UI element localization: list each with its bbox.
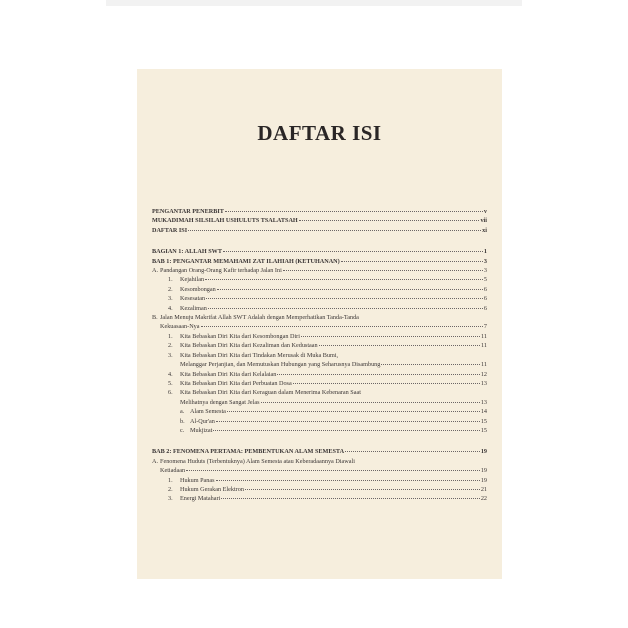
page-title: DAFTAR ISI [257,121,382,145]
toc-entry-bagian-1 [152,247,487,256]
entry-label: Energi Matahari [180,495,221,503]
table-of-contents [152,207,487,504]
toc-entry-bab2-a-line1 [152,457,487,466]
entry-prefix: 6. [168,389,173,397]
entry-label: Kesesatan [180,295,206,303]
toc-entry-bab-1 [152,257,487,266]
entry-label: Mukjizat [190,426,213,434]
toc-entry-kesombongan [152,285,487,294]
top-strip [106,0,522,6]
entry-label: BAB 2: FENOMENA PERTAMA: PEMBENTUKAN ALAM SEMESTA [152,448,345,456]
toc-entry-alam-semesta [152,407,487,416]
entry-page: 6 [483,295,487,303]
entry-label: Kita Bebaskan Diri Kita dari Kesombongan Diri [180,332,300,340]
entry-prefix: A. [152,267,159,275]
toc-entry-section-a [152,266,487,275]
toc-entry-b6-line2 [152,398,487,407]
toc-entry-pengantar-penerbit [152,207,487,216]
entry-page: vii [480,217,487,225]
entry-label: Melanggar Perjanjian, dan Memutuskan Hubungan yang Seharusnya Disambung [180,361,381,369]
entry-page: 3 [483,257,487,265]
entry-label: Kita Bebaskan Diri Kita dari Kelalaian [180,370,277,378]
entry-prefix: A. [152,457,159,465]
entry-label: Hukum Panas [180,476,215,484]
toc-entry-hukum-gerakan-elektron [152,485,487,494]
toc-entry-b3-line1 [152,351,487,360]
toc-entry-section-b-line1 [152,313,487,322]
entry-label: Al-Qur'an [190,417,215,425]
entry-prefix: 1. [168,276,173,284]
toc-entry-kejahilan [152,275,487,284]
entry-prefix: 3. [168,351,173,359]
entry-label: Kekuasaan-Nya [160,323,200,331]
entry-prefix: 3. [168,495,173,503]
entry-page: 19 [480,448,487,456]
entry-prefix: 1. [168,476,173,484]
book-page [137,69,502,579]
entry-label: DAFTAR ISI [152,226,188,234]
entry-page: 21 [480,485,487,493]
entry-prefix: 4. [168,370,173,378]
entry-label: Kita Bebaskan Diri Kita dari Keraguan dalam Menerima Kebenaran Saat [180,389,361,397]
entry-label: MUKADIMAH SILSILAH USHULUTS TSALATSAH [152,217,298,225]
entry-prefix: 4. [168,304,173,312]
entry-label: Pandangan Orang-Orang Kafir terhadap Jalan Ini [160,267,282,275]
entry-label: Jalan Menuju Makrifat Allah SWT Adalah dengan Memperhatikan Tanda-Tanda [160,314,359,322]
entry-prefix: 1. [168,332,173,340]
entry-page: 11 [481,332,487,340]
toc-entry-kezaliman [152,304,487,313]
entry-label: Fenomena Huduts (Terbentuknya) Alam Semesta atau Keberadaannya Diawali [160,457,355,465]
entry-page: 6 [483,304,487,312]
entry-page: 15 [480,417,487,425]
toc-entry-bab2-a-line2 [152,466,487,475]
toc-entry-kesesatan [152,294,487,303]
entry-page: 22 [480,495,487,503]
entry-prefix: 2. [168,285,173,293]
entry-prefix: b. [180,417,185,425]
entry-prefix: 3. [168,295,173,303]
entry-label: Melihatnya dengan Sangat Jelas [180,398,260,406]
entry-page: 7 [483,323,487,331]
toc-entry-hukum-panas [152,476,487,485]
entry-page: 12 [480,370,487,378]
entry-page: 3 [483,267,487,275]
entry-label: Kejahilan [180,276,205,284]
toc-entry-section-b-line2 [152,322,487,331]
toc-entry-bab-2 [152,447,487,456]
entry-page: 11 [481,342,487,350]
entry-label: Ketiadaan [160,467,186,475]
entry-page: 15 [480,426,487,434]
toc-entry-daftar-isi [152,226,487,235]
toc-entry-b6-line1 [152,388,487,397]
toc-entry-al-quran [152,417,487,426]
entry-page: v [483,208,487,215]
entry-prefix: a. [180,408,185,416]
entry-label: Kezaliman [180,304,207,312]
entry-label: Kita Bebaskan Diri Kita dari Perbuatan Dosa [180,379,292,387]
toc-entry-b3-line2 [152,360,487,369]
entry-label: Kesombongan [180,285,216,293]
entry-prefix: c. [180,426,185,434]
entry-page: 13 [480,379,487,387]
entry-page: 19 [480,467,487,475]
entry-page: 1 [483,248,487,256]
entry-page: 5 [483,276,487,284]
entry-page: xi [482,226,487,234]
toc-entry-b2 [152,341,487,350]
entry-label: Kita Bebaskan Diri Kita dari Kezaliman dan Kedustaan [180,342,318,350]
toc-entry-b5 [152,379,487,388]
toc-entry-energi-matahari [152,494,487,503]
entry-page: 13 [480,398,487,406]
toc-entry-mukjizat [152,426,487,435]
toc-entry-b1 [152,332,487,341]
entry-prefix: 5. [168,379,173,387]
entry-label: PENGANTAR PENERBIT [152,208,224,215]
entry-prefix: 2. [168,485,173,493]
toc-entry-b4 [152,370,487,379]
entry-label: Kita Bebaskan Diri Kita dari Tindakan Merusak di Muka Bumi, [180,351,339,359]
entry-page: 6 [483,285,487,293]
entry-label: BAB 1: PENGANTAR MEMAHAMI ZAT ILAHIAH (KETUHANAN) [152,257,340,265]
entry-label: Hukum Gerakan Elektron [180,485,244,493]
entry-label: Alam Semesta [190,408,226,416]
entry-prefix: B. [152,314,158,322]
entry-page: 11 [481,361,487,369]
entry-page: 19 [480,476,487,484]
entry-label: BAGIAN 1: ALLAH SWT [152,248,222,256]
toc-entry-mukadimah [152,216,487,225]
entry-page: 14 [480,408,487,416]
entry-prefix: 2. [168,342,173,350]
